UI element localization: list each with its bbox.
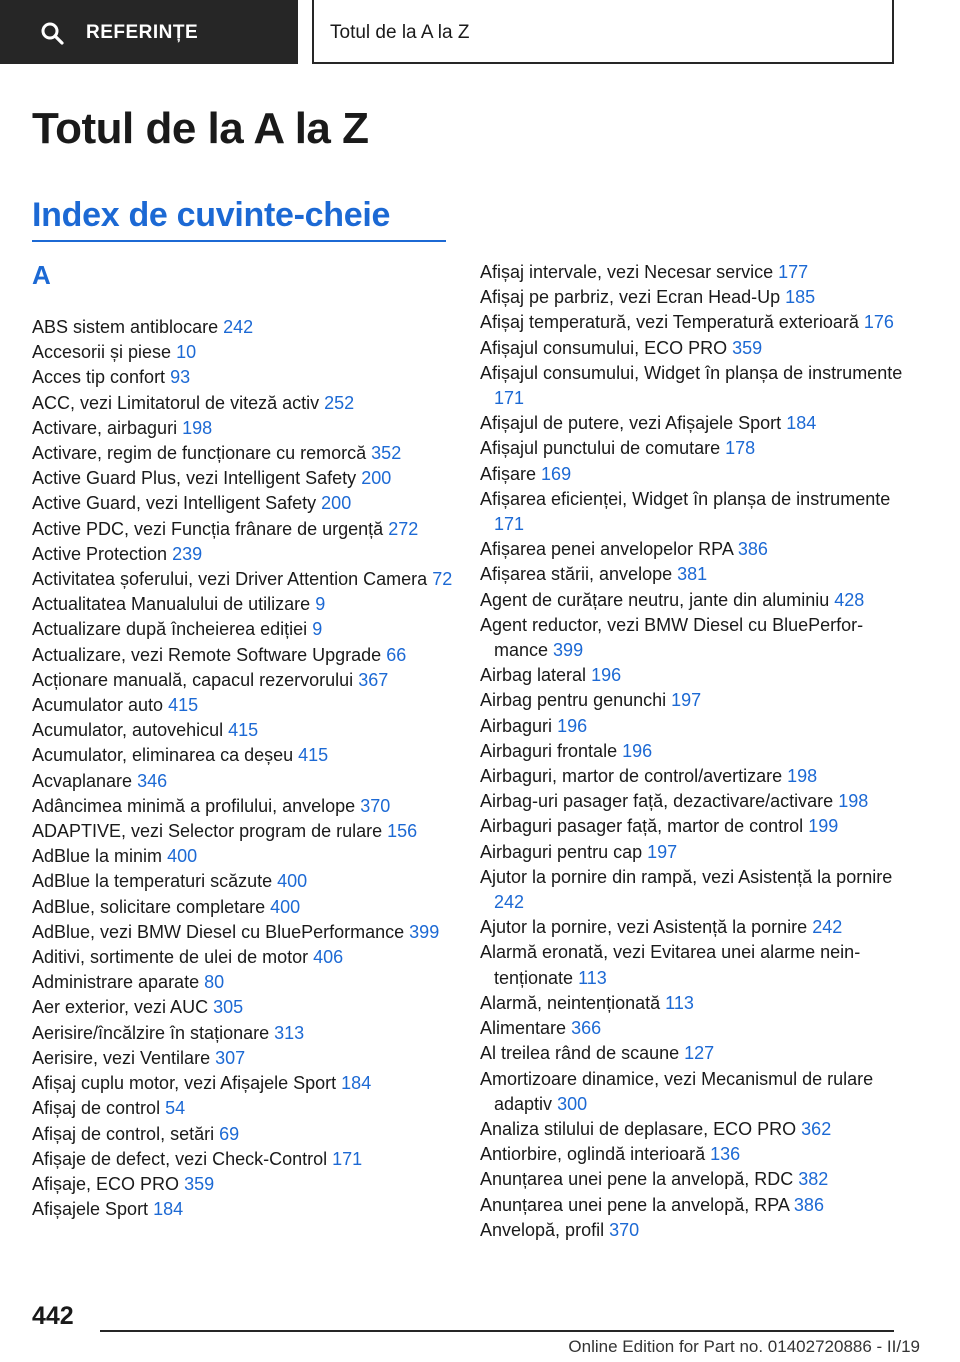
page-reference-link[interactable]: 381	[677, 564, 708, 585]
index-entry	[32, 391, 462, 416]
index-entry	[480, 588, 910, 613]
index-entry	[480, 865, 910, 915]
index-entry-text: Afișaj intervale, vezi Necesar service	[480, 262, 774, 282]
references-tab[interactable]	[0, 0, 298, 64]
page-reference-link[interactable]: 386	[737, 539, 768, 560]
page-reference-link[interactable]: 300	[557, 1093, 588, 1114]
index-letter-heading: A	[32, 260, 51, 290]
index-entry-text: Alarmă, neintenționată	[480, 992, 661, 1013]
index-entry-text: Afișajele Sport	[32, 1199, 149, 1220]
index-entry	[480, 814, 910, 839]
index-entry-text: Analiza stilului de deplasare, ECO PRO	[480, 1118, 797, 1139]
page-reference-link[interactable]: 198	[838, 791, 869, 812]
index-entry	[32, 693, 462, 718]
index-entry-text: Activare, airbaguri	[32, 417, 178, 438]
index-entry	[32, 995, 462, 1020]
index-entry	[480, 436, 910, 461]
index-entry-text: Acționare manuală, capacul rezervorului	[32, 669, 354, 690]
index-entry	[480, 310, 910, 335]
page-reference-link[interactable]: 176	[863, 312, 894, 333]
page-reference-link[interactable]: 242	[812, 917, 843, 938]
page-reference-link[interactable]: 171	[494, 388, 525, 409]
index-entry-text: Active Guard, vezi Intelligent Safety	[32, 493, 317, 514]
index-entry-text: Airbag lateral	[480, 665, 587, 686]
index-entry	[32, 1021, 462, 1046]
index-entry-text: Afișajul de putere, vezi Afișajele Sport	[480, 413, 782, 434]
index-entry-text: ACC, vezi Limitatorul de viteză activ	[32, 392, 320, 413]
page-reference-link[interactable]: 9	[312, 619, 323, 640]
index-entry	[32, 643, 462, 668]
page-reference-link[interactable]: 200	[361, 468, 392, 489]
index-entry	[480, 411, 910, 436]
page-reference-link[interactable]: 80	[204, 972, 225, 993]
page-reference-link[interactable]: 196	[557, 715, 588, 736]
index-entry-text: ADAPTIVE, vezi Selector program de rulare	[32, 821, 383, 842]
index-entry-text: Aditivi, sortimente de ulei de motor	[32, 947, 309, 968]
index-entry-text: Aer exterior, vezi AUC	[32, 997, 209, 1018]
page-reference-link[interactable]: 366	[571, 1018, 602, 1039]
index-entry-text: Acces tip confort	[32, 367, 166, 388]
index-entry-text: Afișaj de control	[32, 1098, 161, 1119]
index-entry-text: Acumulator, eliminarea ca deșeu	[32, 745, 294, 766]
index-entry	[32, 1096, 462, 1121]
index-entry	[32, 668, 462, 693]
page-reference-link[interactable]: 9	[315, 594, 326, 615]
index-entry-text: Actualitatea Manualului de utilizare	[32, 594, 311, 615]
index-entry-text: AdBlue, solicitare completare	[32, 896, 266, 917]
index-entry-text: Agent de curățare neutru, jante din aluminiu	[480, 589, 830, 610]
page-reference-link[interactable]: 177	[778, 262, 809, 282]
index-entry	[32, 491, 462, 516]
index-entry	[480, 260, 910, 285]
index-entry	[480, 1142, 910, 1167]
index-entry	[32, 441, 462, 466]
page-reference-link[interactable]: 171	[332, 1148, 363, 1169]
page-number: 442	[32, 1302, 74, 1330]
index-entry	[480, 739, 910, 764]
index-entry	[480, 714, 910, 739]
index-entry-text: ABS sistem antiblocare	[32, 317, 219, 337]
index-entry-text: Alarmă eronată, vezi Evitarea unei alarme neintenționate	[480, 942, 861, 988]
index-entry-text: Afișaje de defect, vezi Check-Control	[32, 1148, 328, 1169]
index-entry-text: Antiorbire, oglindă interioară	[480, 1144, 706, 1165]
index-entry	[32, 970, 462, 995]
page-reference-link[interactable]: 10	[176, 342, 197, 363]
page-reference-link[interactable]: 197	[647, 841, 678, 862]
page-reference-link[interactable]: 415	[168, 695, 199, 716]
index-entry	[480, 487, 910, 537]
index-entry	[32, 794, 462, 819]
index-entry-text: Afișajul consumului, Widget în planșa de instrumente	[480, 362, 903, 383]
index-entry-text: Alimentare	[480, 1018, 567, 1039]
index-entry	[480, 1016, 910, 1041]
page-reference-link[interactable]: 399	[409, 921, 440, 942]
index-entry	[480, 840, 910, 865]
index-entry	[480, 663, 910, 688]
index-entry	[32, 365, 462, 390]
index-entry-text: Airbag-uri pasager față, dezactivare/activare	[480, 791, 834, 812]
index-entry	[480, 285, 910, 310]
index-entry-text: Anunțarea unei pene la anvelopă, RPA	[480, 1194, 789, 1215]
index-entry	[32, 617, 462, 642]
section-divider	[32, 240, 446, 242]
index-entry-text: Afișaj temperatură, vezi Temperatură exterioară	[480, 312, 859, 333]
index-entry	[480, 940, 910, 990]
index-entry	[480, 613, 910, 663]
index-entry	[32, 844, 462, 869]
index-entry-text: Anvelopă, profil	[480, 1219, 605, 1240]
index-entry	[480, 688, 910, 713]
page-reference-link[interactable]: 113	[665, 992, 694, 1013]
page-reference-link[interactable]: 399	[553, 640, 584, 661]
index-entry	[32, 567, 462, 592]
index-entry	[32, 895, 462, 920]
index-entry	[480, 764, 910, 789]
page-reference-link[interactable]: 242	[223, 317, 254, 337]
index-entry-text: Afișaj pe parbriz, vezi Ecran Head-Up	[480, 287, 781, 308]
page-reference-link[interactable]: 196	[622, 740, 653, 761]
index-entry	[32, 718, 462, 743]
page-reference-link[interactable]: 382	[798, 1169, 829, 1190]
page-reference-link[interactable]: 305	[213, 997, 244, 1018]
index-entry	[32, 920, 462, 945]
index-entry-text: Anunțarea unei pene la anvelopă, RDC	[480, 1169, 794, 1190]
search-icon	[40, 21, 64, 45]
section-title: Index de cuvinte-cheie	[32, 196, 391, 234]
index-entry	[32, 743, 462, 768]
footer-divider	[100, 1330, 894, 1332]
index-entry-text: Active Protection	[32, 543, 168, 564]
index-entry-text: Airbaguri, martor de control/avertizare	[480, 766, 783, 787]
page-reference-link[interactable]: 242	[494, 892, 525, 913]
index-column-right	[480, 260, 910, 1243]
page-reference-link[interactable]: 239	[172, 543, 203, 564]
page-reference-link[interactable]: 169	[541, 463, 572, 484]
index-entry	[32, 1122, 462, 1147]
page-reference-link[interactable]: 362	[801, 1118, 832, 1139]
index-entry-text: Active Guard Plus, vezi Intelligent Safety	[32, 468, 357, 489]
index-entry	[480, 361, 910, 411]
index-entry-text: AdBlue, vezi BMW Diesel cu BluePerformance	[32, 921, 405, 942]
index-entry-text: Airbaguri pasager față, martor de control	[480, 816, 804, 837]
page-reference-link[interactable]: 72	[432, 569, 453, 590]
page-reference-link[interactable]: 346	[137, 770, 168, 791]
index-entry-text: Activitatea șoferului, vezi Driver Attention Camera	[32, 569, 428, 590]
index-entry-text: Actualizare, vezi Remote Software Upgrade	[32, 644, 382, 665]
page-reference-link[interactable]: 400	[167, 846, 198, 867]
page-reference-link[interactable]: 415	[298, 745, 329, 766]
index-entry	[480, 537, 910, 562]
index-entry-text: Afișarea penei anvelopelor RPA	[480, 539, 733, 560]
index-entry	[480, 1117, 910, 1142]
page-reference-link[interactable]: 184	[153, 1199, 184, 1220]
index-entry	[32, 869, 462, 894]
index-entry-text: AdBlue la minim	[32, 846, 163, 867]
index-entry	[480, 1218, 910, 1243]
index-entry	[32, 1172, 462, 1197]
index-entry	[480, 462, 910, 487]
page-reference-link[interactable]: 359	[184, 1173, 215, 1194]
page-reference-link[interactable]: 184	[341, 1073, 372, 1094]
page-reference-link[interactable]: 199	[808, 816, 839, 837]
index-entry-text: Afișarea stării, anvelope	[480, 564, 673, 585]
index-entry	[32, 592, 462, 617]
page-reference-link[interactable]: 370	[609, 1219, 640, 1240]
index-entry-text: Ajutor la pornire, vezi Asistență la pornire	[480, 917, 808, 938]
index-entry-text: Agent reductor, vezi BMW Diesel cu BluePerformance	[480, 614, 864, 661]
page-reference-link[interactable]: 200	[321, 493, 352, 514]
index-entry-text: Acumulator, autovehicul	[32, 720, 224, 741]
index-entry	[32, 517, 462, 542]
index-entry	[480, 1193, 910, 1218]
page-reference-link[interactable]: 367	[358, 669, 389, 690]
index-entry-text: Afișaj cuplu motor, vezi Afișajele Sport	[32, 1073, 337, 1094]
page-reference-link[interactable]: 400	[277, 871, 308, 892]
index-entry-text: Afișaj de control, setări	[32, 1123, 215, 1144]
index-entry	[32, 769, 462, 794]
page-reference-link[interactable]: 66	[386, 644, 407, 665]
index-entry-text: Acumulator auto	[32, 695, 164, 716]
page-reference-link[interactable]: 400	[270, 896, 301, 917]
top-navigation	[0, 0, 960, 66]
index-entry-text: Ajutor la pornire din rampă, vezi Asistență la pornire	[480, 866, 893, 887]
index-entry	[32, 945, 462, 970]
index-entry-text: Aerisire, vezi Ventilare	[32, 1047, 211, 1068]
page-reference-link[interactable]: 171	[494, 514, 525, 535]
page-reference-link[interactable]: 185	[785, 287, 816, 308]
page-reference-link[interactable]: 272	[388, 518, 419, 539]
index-column-left	[32, 315, 462, 1222]
page-title: Totul de la A la Z	[32, 104, 369, 153]
index-entry-text: AdBlue la temperaturi scăzute	[32, 871, 273, 892]
index-entry-text: Acvaplanare	[32, 770, 133, 791]
references-label: REFERINȚE	[86, 22, 199, 43]
page-reference-link[interactable]: 415	[228, 720, 259, 741]
index-entry	[32, 1147, 462, 1172]
index-entry-text: Al treilea rând de scaune	[480, 1043, 680, 1064]
index-entry-text: Airbaguri frontale	[480, 740, 618, 761]
index-entry-text: Administrare aparate	[32, 972, 200, 993]
index-entry	[32, 466, 462, 491]
page-reference-link[interactable]: 178	[725, 438, 756, 459]
index-entry	[32, 819, 462, 844]
index-entry-text: Afișajul punctului de comutare	[480, 438, 721, 459]
page-reference-link[interactable]: 406	[313, 947, 344, 968]
index-entry	[480, 915, 910, 940]
index-entry-text: Active PDC, vezi Funcția frânare de urgență	[32, 518, 384, 539]
index-entry-text: Afișaje, ECO PRO	[32, 1173, 180, 1194]
page-reference-link[interactable]: 428	[834, 589, 865, 610]
index-entry-text: Aerisire/încălzire în staționare	[32, 1022, 270, 1043]
page-reference-link[interactable]: 113	[578, 967, 607, 988]
page-reference-link[interactable]: 313	[274, 1022, 305, 1043]
index-entry-text: Actualizare după încheierea ediției	[32, 619, 308, 640]
page-reference-link[interactable]: 136	[710, 1144, 741, 1165]
page-reference-link[interactable]: 127	[684, 1043, 715, 1064]
index-entry-text: Airbaguri pentru cap	[480, 841, 643, 862]
index-entry	[480, 991, 910, 1016]
index-entry	[480, 1067, 910, 1117]
index-entry	[32, 340, 462, 365]
index-entry-text: Amortizoare dinamice, vezi Mecanismul de rulare adaptiv	[480, 1068, 874, 1114]
index-entry	[32, 315, 462, 340]
breadcrumb[interactable]	[312, 0, 894, 64]
page-reference-link[interactable]: 93	[170, 367, 191, 388]
page-reference-link[interactable]: 198	[787, 766, 818, 787]
edition-text: Online Edition for Part no. 01402720886 - II/19	[568, 1337, 920, 1356]
page-reference-link[interactable]: 69	[219, 1123, 240, 1144]
page-reference-link[interactable]: 370	[360, 795, 391, 816]
index-entry	[32, 1071, 462, 1096]
index-entry	[480, 336, 910, 361]
index-entry	[32, 1197, 462, 1222]
index-entry	[480, 789, 910, 814]
index-entry-text: Airbag pentru genunchi	[480, 690, 667, 711]
index-entry-text: Afișare	[480, 463, 537, 484]
index-entry-text: Accesorii și piese	[32, 342, 172, 363]
page-reference-link[interactable]: 54	[165, 1098, 186, 1119]
page-reference-link[interactable]: 198	[182, 417, 213, 438]
page-reference-link[interactable]: 196	[591, 665, 622, 686]
index-entry	[32, 1046, 462, 1071]
index-entry	[32, 542, 462, 567]
index-entry-text: Afișarea eficienței, Widget în planșa de instrumente	[480, 488, 891, 509]
page-reference-link[interactable]: 359	[732, 337, 763, 358]
index-entry-text: Activare, regim de funcționare cu remorcă	[32, 443, 367, 464]
index-entry-text: Adâncimea minimă a profilului, anvelope	[32, 795, 356, 816]
page-reference-link[interactable]: 184	[786, 413, 817, 434]
breadcrumb-label: Totul de la A la Z	[330, 22, 470, 43]
page-reference-link[interactable]: 307	[215, 1047, 246, 1068]
index-entry	[480, 1167, 910, 1192]
page-reference-link[interactable]: 197	[671, 690, 702, 711]
index-entry	[32, 416, 462, 441]
page-reference-link[interactable]: 352	[371, 443, 402, 464]
index-entry	[480, 562, 910, 587]
page-reference-link[interactable]: 386	[793, 1194, 824, 1215]
index-entry-text: Airbaguri	[480, 715, 553, 736]
index-entry-text: Afișajul consumului, ECO PRO	[480, 337, 728, 358]
page-reference-link[interactable]: 252	[324, 392, 355, 413]
index-entry	[480, 1041, 910, 1066]
page-reference-link[interactable]: 156	[387, 821, 418, 842]
